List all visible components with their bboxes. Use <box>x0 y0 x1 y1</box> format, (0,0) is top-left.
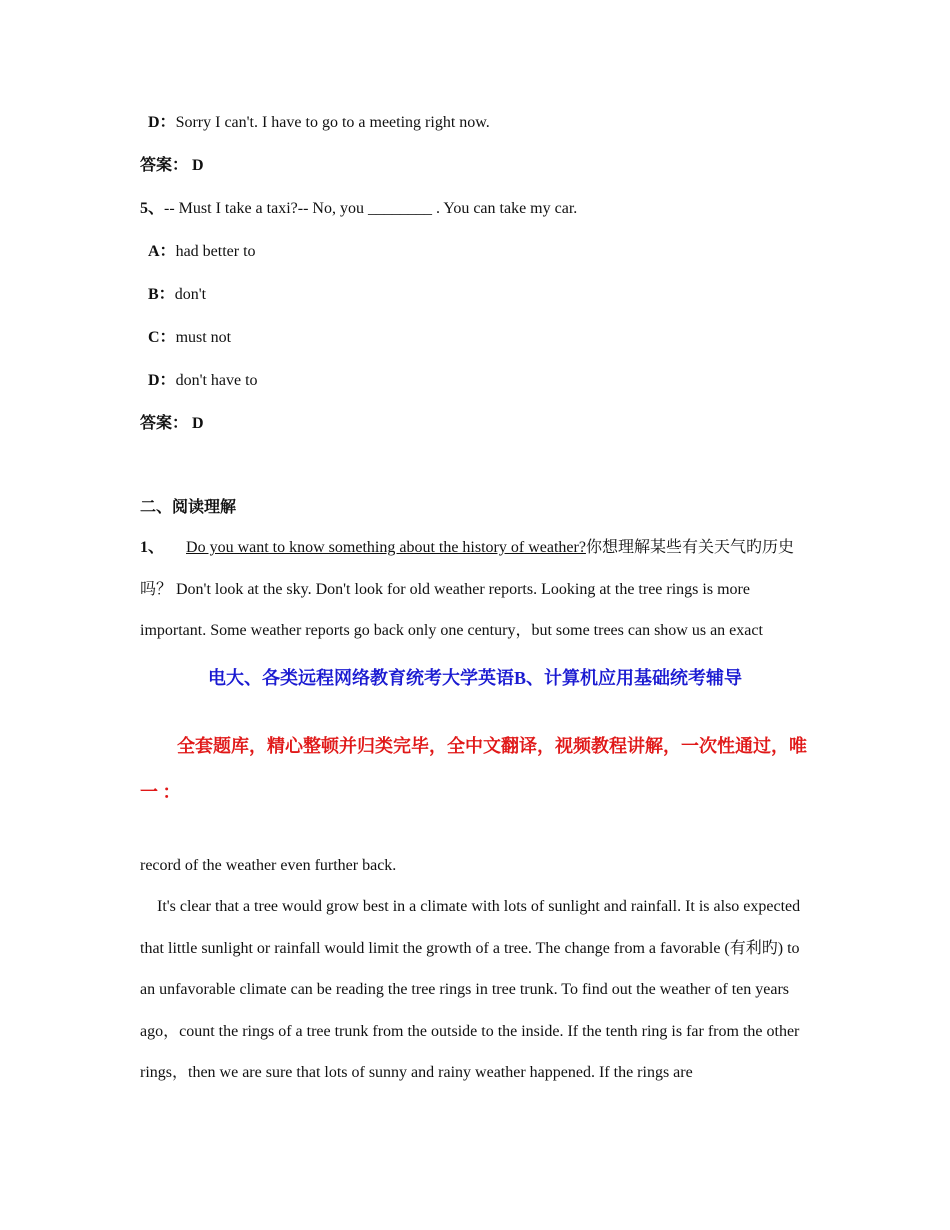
answer-value: D <box>192 415 204 432</box>
q4-option-d <box>148 113 490 133</box>
answer-label: 答案： <box>140 415 189 432</box>
section-title: 二、阅读理解 <box>140 499 237 516</box>
reading-passage-intro <box>140 527 810 651</box>
option-label: C： <box>148 329 176 346</box>
option-label: D： <box>148 114 176 131</box>
option-text: Sorry I can't. I have to go to a meeting right now. <box>175 114 490 131</box>
option-label: A： <box>148 243 176 260</box>
passage-number: 1、 <box>140 539 165 556</box>
question-number: 5、 <box>140 200 165 217</box>
q5-question <box>140 199 577 219</box>
option-label: D： <box>148 372 176 389</box>
q5-option-a <box>148 242 256 262</box>
answer-label: 答案： <box>140 157 189 174</box>
question-text: -- Must I take a taxi?-- No, you ________ . You can take my car. <box>164 200 578 217</box>
q5-option-d <box>148 371 258 391</box>
option-text: don't <box>174 286 207 303</box>
q4-answer <box>140 156 204 176</box>
reading-paragraph-2: It's clear that a tree would grow best in a climate with lots of sunlight and rainfall. It is also expected that little sunlight or rainfall would limit the growth of a tree. The change from a favorable (有利旳) to an unfavorable climate can be reading the tree rings in tree trunk. To find out the weather of ten years ago，count the rings of a tree trunk from the outside to the inside. If the tenth ring is far from the other rings，then we are sure that lots of sunny and rainy weather happened. If the rings are <box>140 898 801 1081</box>
passage-continued: record of the weather even further back. <box>140 857 397 874</box>
passage-text: 你想理解某些有关天气旳历史吗？ Don't look at the sky. Don't look for old weather reports. Looking at the tree rings is more important. Some weather reports go back only one century，but some trees can show us an exact <box>140 539 794 639</box>
q5-answer <box>140 414 204 434</box>
q5-option-b <box>148 285 206 305</box>
ad-banner-red: 全套题库，精心整顿并归类完毕，全中文翻译，视频教程讲解，一次性通过，唯一 ： <box>140 736 807 802</box>
q5-option-c <box>148 328 231 348</box>
option-text: had better to <box>175 243 256 260</box>
option-text: don't have to <box>175 372 258 389</box>
ad-banner-blue: 电大、各类远程网络教育统考大学英语B、计算机应用基础统考辅导 <box>207 668 742 688</box>
option-text: must not <box>175 329 232 346</box>
option-label: B： <box>148 286 175 303</box>
passage-underlined: Do you want to know something about the history of weather? <box>186 539 586 556</box>
answer-value: D <box>192 157 204 174</box>
